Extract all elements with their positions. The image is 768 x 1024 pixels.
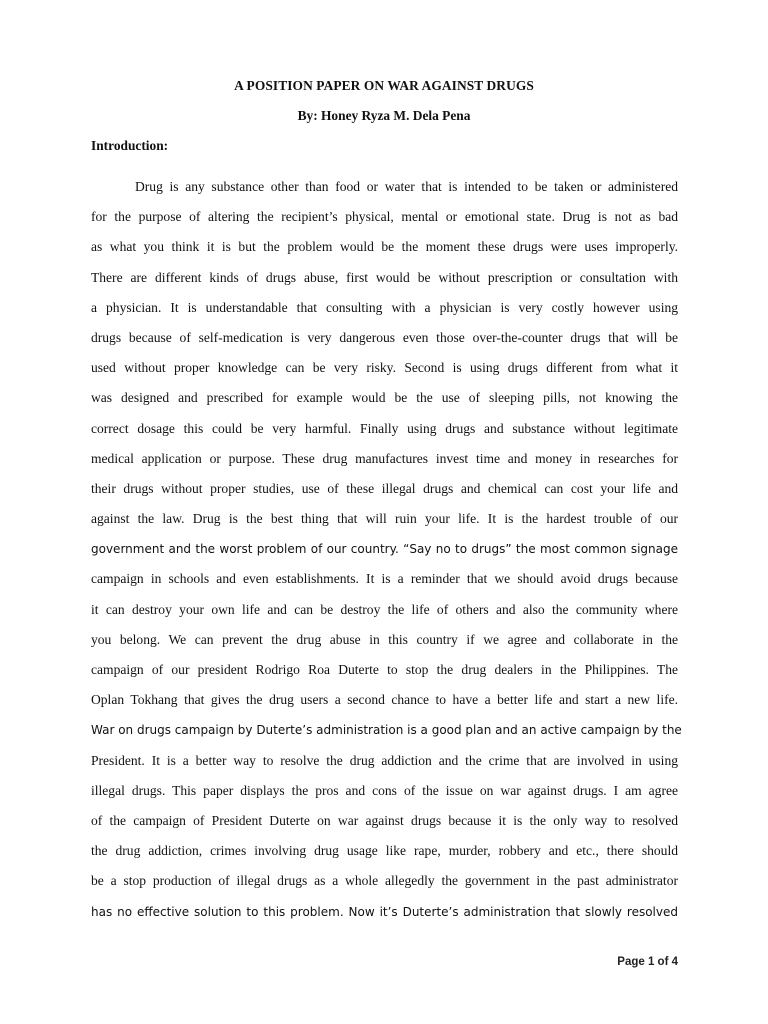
paragraph-line: you belong. We can prevent the drug abuse in this country if we agree and collaborate in the (91, 631, 678, 647)
paragraph-line: medical application or purpose. These drug manufactures invest time and money in researches for (91, 450, 678, 466)
author-byline: By: Honey Ryza M. Dela Pena (297, 108, 471, 123)
document-title: A POSITION PAPER ON WAR AGAINST DRUGS (234, 78, 534, 93)
paragraph-line: War on drugs campaign by Duterte’s administration is a good plan and an active campaign by the (91, 723, 682, 738)
paragraph-line: used without proper knowledge can be very risky. Second is using drugs different from what it (91, 360, 678, 376)
paragraph-line: President. It is a better way to resolve the drug addiction and the crime that are involved in using (91, 752, 678, 768)
paragraph-line: their drugs without proper studies, use of these illegal drugs and chemical can cost your life and (91, 480, 678, 496)
paragraph-line: There are different kinds of drugs abuse, first would be without prescription or consultation with (91, 269, 678, 285)
paragraph-line: was designed and prescribed for example would be the use of sleeping pills, not knowing the (91, 390, 678, 406)
paragraph-line: the drug addiction, crimes involving drug usage like rape, murder, robbery and etc., there should (91, 843, 678, 859)
paragraph-line: illegal drugs. This paper displays the pros and cons of the issue on war against drugs. I am agree (91, 782, 678, 798)
paragraph-line: campaign in schools and even establishments. It is a reminder that we should avoid drugs because (91, 571, 678, 587)
paragraph-line: a physician. It is understandable that consulting with a physician is very costly however using (91, 299, 678, 315)
paragraph-line: government and the worst problem of our country. “Say no to drugs” the most common signage (91, 542, 678, 557)
paragraph-line: of the campaign of President Duterte on war against drugs because it is the only way to resolved (91, 812, 678, 828)
paragraph-line: correct dosage this could be very harmful. Finally using drugs and substance without legitimate (91, 420, 678, 436)
paragraph-line: has no effective solution to this problem. Now it’s Duterte’s administration that slowly resolved (91, 904, 678, 919)
paragraph-line: Oplan Tokhang that gives the drug users a second chance to have a better life and start a new life. (91, 692, 678, 708)
paragraph-line: as what you think it is but the problem would be the moment these drugs were uses improperly. (91, 239, 678, 255)
paragraph-line: be a stop production of illegal drugs as a whole allegedly the government in the past administrator (91, 873, 678, 889)
paragraph-line: for the purpose of altering the recipient’s physical, mental or emotional state. Drug is not as bad (91, 209, 678, 225)
paragraph-line: against the law. Drug is the best thing that will ruin your life. It is the hardest trouble of our (91, 511, 678, 527)
paragraph-line: campaign of our president Rodrigo Roa Duterte to stop the drug dealers in the Philippines. The (91, 662, 678, 677)
page-number: Page 1 of 4 (617, 956, 678, 968)
paragraph-line: Drug is any substance other than food or water that is intended to be taken or administered (135, 179, 678, 194)
paragraph-line: it can destroy your own life and can be destroy the life of others and also the community where (91, 601, 678, 617)
paragraph-line: drugs because of self-medication is very dangerous even those over-the-counter drugs that will be (91, 329, 678, 345)
body-paragraph (91, 176, 682, 931)
section-heading: Introduction: (91, 138, 169, 153)
